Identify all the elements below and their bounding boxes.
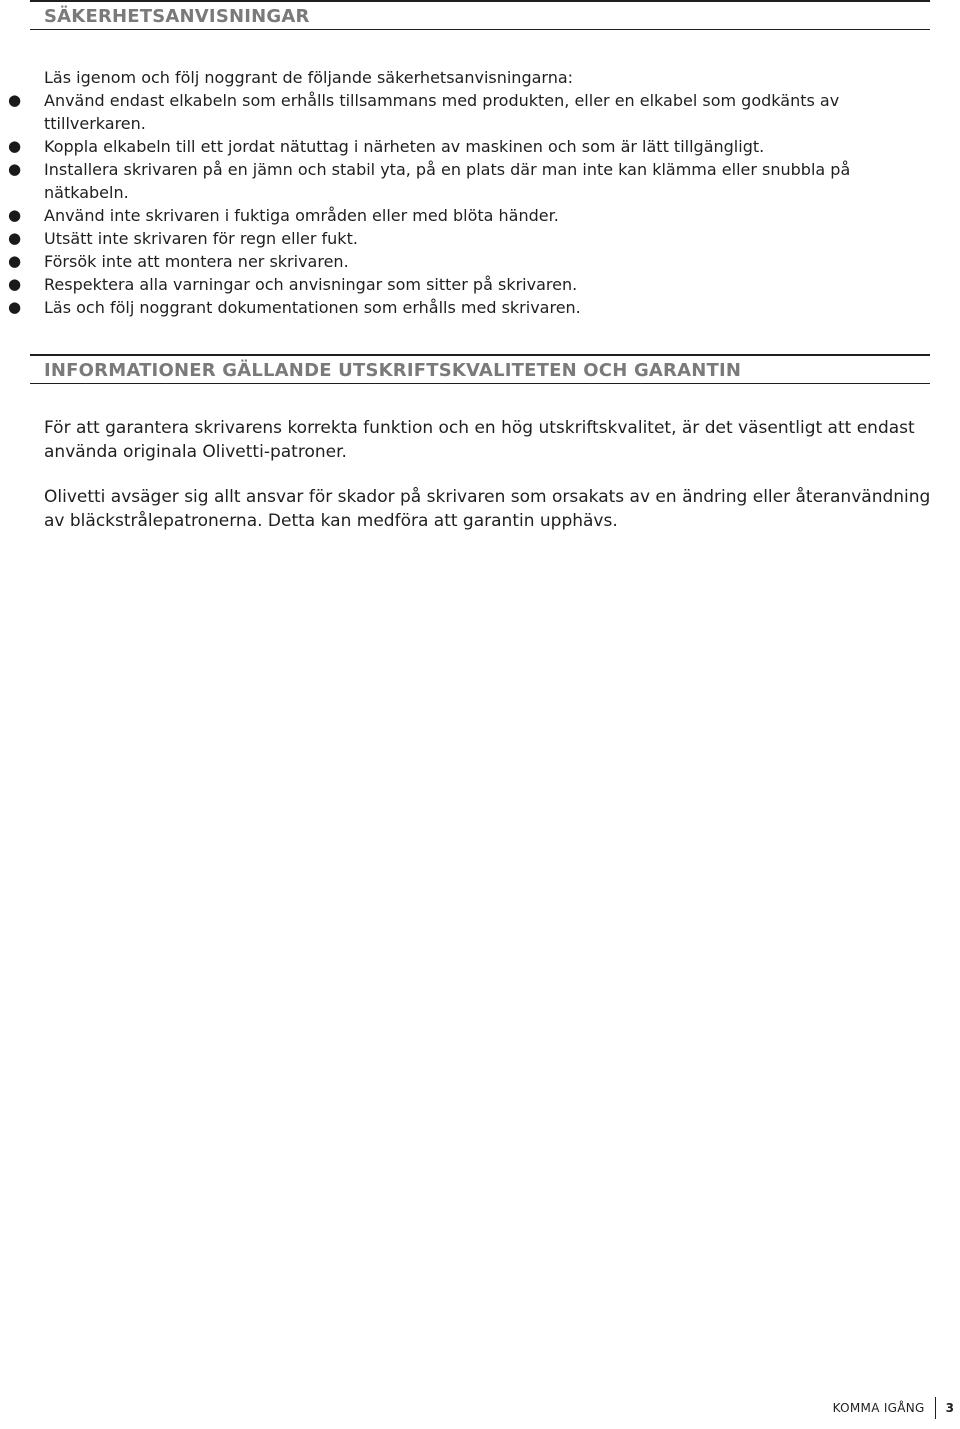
quality-warranty-section — [0, 354, 960, 531]
section-title: INFORMATIONER GÄLLANDE UTSKRIFTSKVALITETEN OCH GARANTIN — [44, 360, 742, 381]
bullet-text: Använd inte skrivaren i fuktiga områden eller med blöta händer. — [44, 206, 559, 225]
bullet-text: Respektera alla varningar och anvisningar som sitter på skrivaren. — [44, 275, 578, 294]
bullet-icon: ● — [8, 206, 22, 224]
list-item — [0, 204, 930, 227]
bullet-icon: ● — [8, 91, 22, 109]
bullet-text: Koppla elkabeln till ett jordat nätuttag i närheten av maskinen och som är lätt tillgängligt. — [44, 137, 765, 156]
bullet-text: Läs och följ noggrant dokumentationen som erhålls med skrivaren. — [44, 298, 581, 317]
section-title: SÄKERHETSANVISNINGAR — [44, 6, 310, 27]
list-item — [0, 89, 930, 135]
list-item — [0, 227, 930, 250]
intro-text: Läs igenom och följ noggrant de följande säkerhetsanvisningarna: — [44, 68, 574, 87]
bullet-icon: ● — [8, 160, 22, 178]
footer-divider — [935, 1397, 936, 1419]
bullet-text: Använd endast elkabeln som erhålls tillsammans med produkten, eller en elkabel som godkänts av ttillverkaren. — [44, 91, 840, 133]
safety-section — [0, 0, 960, 317]
list-item — [0, 296, 930, 319]
paragraph: För att garantera skrivarens korrekta funktion och en hög utskriftskvalitet, är det väsentligt att endast använda originala Olivetti-patroner. — [44, 418, 915, 462]
paragraph: Olivetti avsäger sig allt ansvar för skador på skrivaren som orsakats av en ändring eller återanvändning av bläckstrålepatronerna. Detta kan medföra att garantin upphävs. — [44, 487, 931, 531]
list-item — [0, 250, 930, 273]
bullet-icon: ● — [8, 252, 22, 270]
page-footer — [833, 1397, 954, 1421]
bullet-icon: ● — [8, 275, 22, 293]
section-header-quality-warranty — [30, 354, 930, 384]
bullet-icon: ● — [8, 298, 22, 316]
bullet-text: Installera skrivaren på en jämn och stabil yta, på en plats där man inte kan klämma eller snubbla på nätkabeln. — [44, 160, 851, 202]
safety-bullet-list — [0, 89, 930, 319]
section-header-safety — [30, 0, 930, 30]
footer-label: KOMMA IGÅNG — [832, 1401, 925, 1415]
bullet-icon: ● — [8, 137, 22, 155]
list-item — [0, 135, 930, 158]
page-number: 3 — [945, 1401, 954, 1415]
list-item — [0, 158, 930, 204]
bullet-icon: ● — [8, 229, 22, 247]
bullet-text: Försök inte att montera ner skrivaren. — [44, 252, 349, 271]
list-item — [0, 273, 930, 296]
bullet-text: Utsätt inte skrivaren för regn eller fukt. — [44, 229, 358, 248]
